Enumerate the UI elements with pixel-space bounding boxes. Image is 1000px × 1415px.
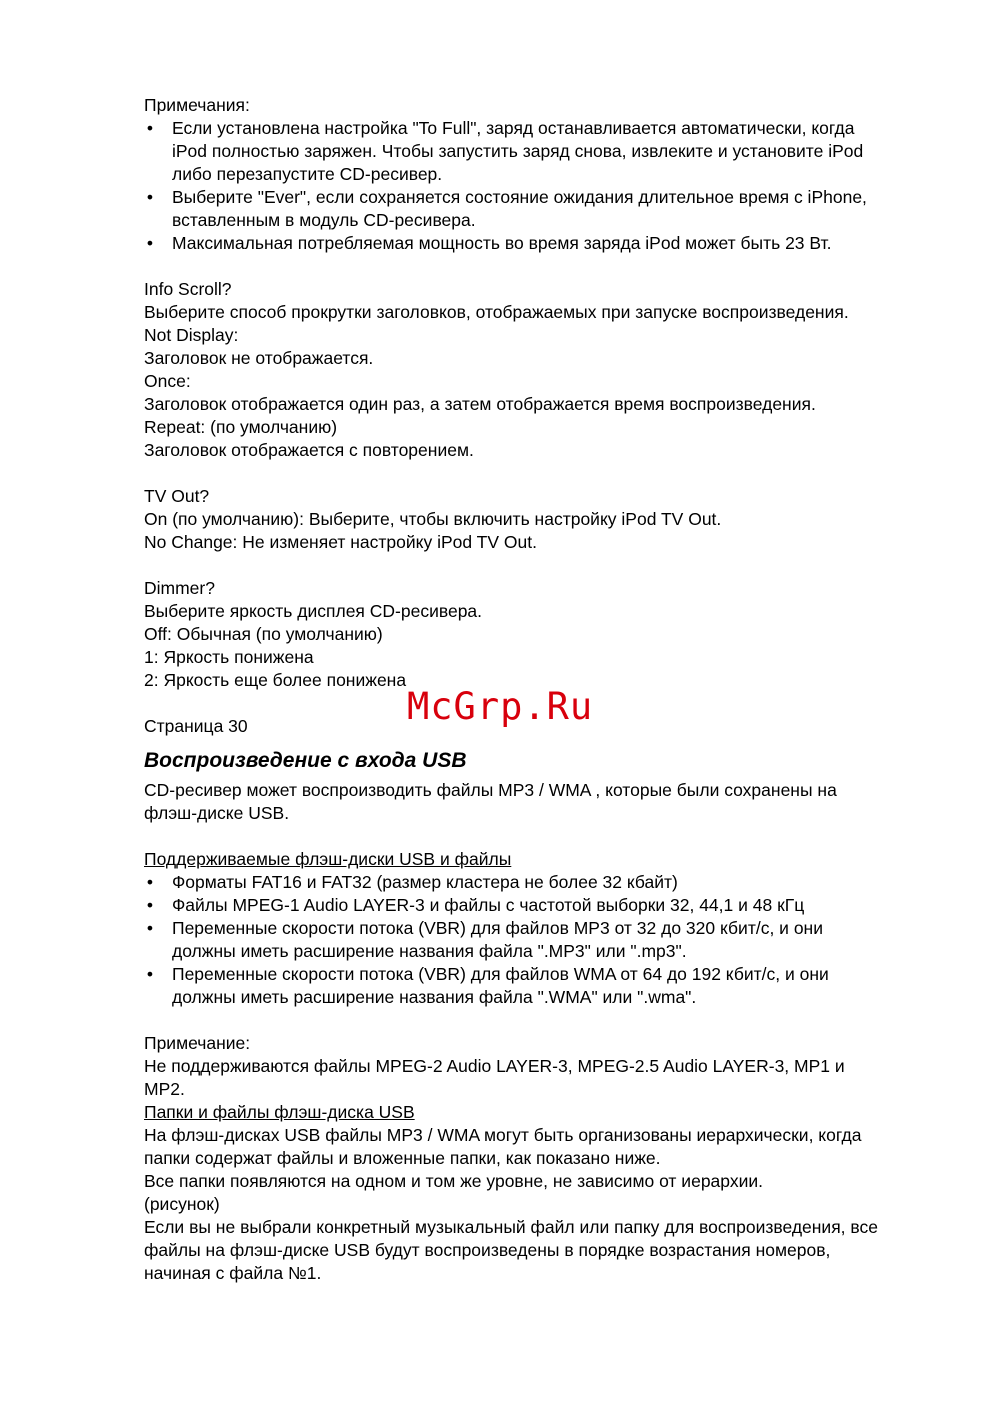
figure-placeholder: (рисунок) bbox=[144, 1194, 220, 1214]
setting-option-description: Заголовок отображается с повторением. bbox=[144, 440, 474, 460]
list-item bbox=[144, 117, 934, 186]
info-scroll-section bbox=[144, 278, 934, 462]
list-item-line: вставленным в модуль CD-ресивера. bbox=[172, 210, 476, 230]
bullet-icon: • bbox=[146, 187, 154, 207]
list-item bbox=[144, 232, 934, 255]
setting-option-description: Заголовок не отображается. bbox=[144, 348, 374, 368]
list-item-line: iPod полностью заряжен. Чтобы запустить заряд снова, извлеките и установите iPod bbox=[172, 141, 864, 161]
subsection-title: Поддерживаемые флэш-диски USB и файлы bbox=[144, 849, 512, 869]
supported-files-list bbox=[144, 871, 934, 1009]
note-line: MP2. bbox=[144, 1079, 185, 1099]
setting-option: No Change: Не изменяет настройку iPod TV Out. bbox=[144, 532, 537, 552]
bullet-icon: • bbox=[146, 872, 154, 892]
setting-option: Once: bbox=[144, 371, 191, 391]
note-line: Не поддерживаются файлы MPEG-2 Audio LAYER-3, MPEG-2.5 Audio LAYER-3, MP1 и bbox=[144, 1056, 845, 1076]
spacer bbox=[144, 462, 934, 485]
section-heading: Воспроизведение с входа USB bbox=[144, 749, 467, 772]
spacer bbox=[144, 554, 934, 577]
setting-option: 2: Яркость еще более понижена bbox=[144, 670, 407, 690]
list-item bbox=[144, 186, 934, 232]
list-item-line: Максимальная потребляемая мощность во время заряда iPod может быть 23 Вт. bbox=[172, 233, 832, 253]
setting-name: TV Out? bbox=[144, 486, 210, 506]
watermark-logo: McGrp.Ru bbox=[407, 685, 594, 728]
list-item-line: Выберите "Ever", если сохраняется состояние ожидания длительное время с iPhone, bbox=[172, 187, 867, 207]
body-line: папки содержат файлы и вложенные папки, как показано ниже. bbox=[144, 1148, 661, 1168]
bullet-icon: • bbox=[146, 964, 154, 984]
intro-line: CD-ресивер может воспроизводить файлы MP3 / WMA , которые были сохранены на bbox=[144, 780, 837, 800]
list-item-line: Переменные скорости потока (VBR) для файлов MP3 от 32 до 320 кбит/с, и они bbox=[172, 918, 823, 938]
list-item-line: Если установлена настройка "To Full", заряд останавливается автоматически, когда bbox=[172, 118, 855, 138]
setting-option: Not Display: bbox=[144, 325, 239, 345]
list-item-line: Форматы FAT16 и FAT32 (размер кластера не более 32 кбайт) bbox=[172, 872, 678, 892]
setting-name: Info Scroll? bbox=[144, 279, 232, 299]
tv-out-section bbox=[144, 485, 934, 554]
setting-description: Выберите яркость дисплея CD-ресивера. bbox=[144, 601, 483, 621]
body-line: На флэш-дисках USB файлы MP3 / WMA могут быть организованы иерархически, когда bbox=[144, 1125, 862, 1145]
usb-section bbox=[144, 747, 934, 1285]
bullet-icon: • bbox=[146, 118, 154, 138]
setting-option: Repeat: (по умолчанию) bbox=[144, 417, 338, 437]
bullet-icon: • bbox=[146, 895, 154, 915]
list-item-line: Переменные скорости потока (VBR) для файлов WMA от 64 до 192 кбит/с, и они bbox=[172, 964, 829, 984]
list-item-line: должны иметь расширение названия файла ".WMA" или ".wma". bbox=[172, 987, 697, 1007]
spacer bbox=[144, 255, 934, 278]
notes-title: Примечания: bbox=[144, 95, 250, 115]
list-item bbox=[144, 894, 934, 917]
page-number-label: Страница 30 bbox=[144, 716, 248, 736]
list-item-line: либо перезапустите CD-ресивер. bbox=[172, 164, 443, 184]
body-line: Если вы не выбрали конкретный музыкальный файл или папку для воспроизведения, все bbox=[144, 1217, 878, 1237]
setting-option: On (по умолчанию): Выберите, чтобы включить настройку iPod TV Out. bbox=[144, 509, 722, 529]
bullet-icon: • bbox=[146, 918, 154, 938]
notes-charge-list bbox=[144, 117, 934, 255]
spacer bbox=[144, 825, 934, 848]
intro-line: флэш-диске USB. bbox=[144, 803, 290, 823]
bullet-icon: • bbox=[146, 233, 154, 253]
list-item bbox=[144, 917, 934, 963]
subsection-title: Папки и файлы флэш-диска USB bbox=[144, 1102, 415, 1122]
body-line: начиная с файла №1. bbox=[144, 1263, 322, 1283]
list-item-line: Файлы MPEG-1 Audio LAYER-3 и файлы с частотой выборки 32, 44,1 и 48 кГц bbox=[172, 895, 805, 915]
spacer bbox=[144, 1009, 934, 1032]
setting-name: Dimmer? bbox=[144, 578, 215, 598]
body-line: Все папки появляются на одном и том же уровне, не зависимо от иерархии. bbox=[144, 1171, 763, 1191]
list-item-line: должны иметь расширение названия файла ".MP3" или ".mp3". bbox=[172, 941, 687, 961]
setting-description: Выберите способ прокрутки заголовков, отображаемых при запуске воспроизведения. bbox=[144, 302, 849, 322]
note-title: Примечание: bbox=[144, 1033, 251, 1053]
setting-option: Off: Обычная (по умолчанию) bbox=[144, 624, 383, 644]
setting-option: 1: Яркость понижена bbox=[144, 647, 314, 667]
notes-charge-section bbox=[144, 94, 934, 255]
list-item bbox=[144, 963, 934, 1009]
list-item bbox=[144, 871, 934, 894]
body-line: файлы на флэш-диске USB будут воспроизведены в порядке возрастания номеров, bbox=[144, 1240, 831, 1260]
setting-option-description: Заголовок отображается один раз, а затем отображается время воспроизведения. bbox=[144, 394, 816, 414]
dimmer-section bbox=[144, 577, 934, 692]
